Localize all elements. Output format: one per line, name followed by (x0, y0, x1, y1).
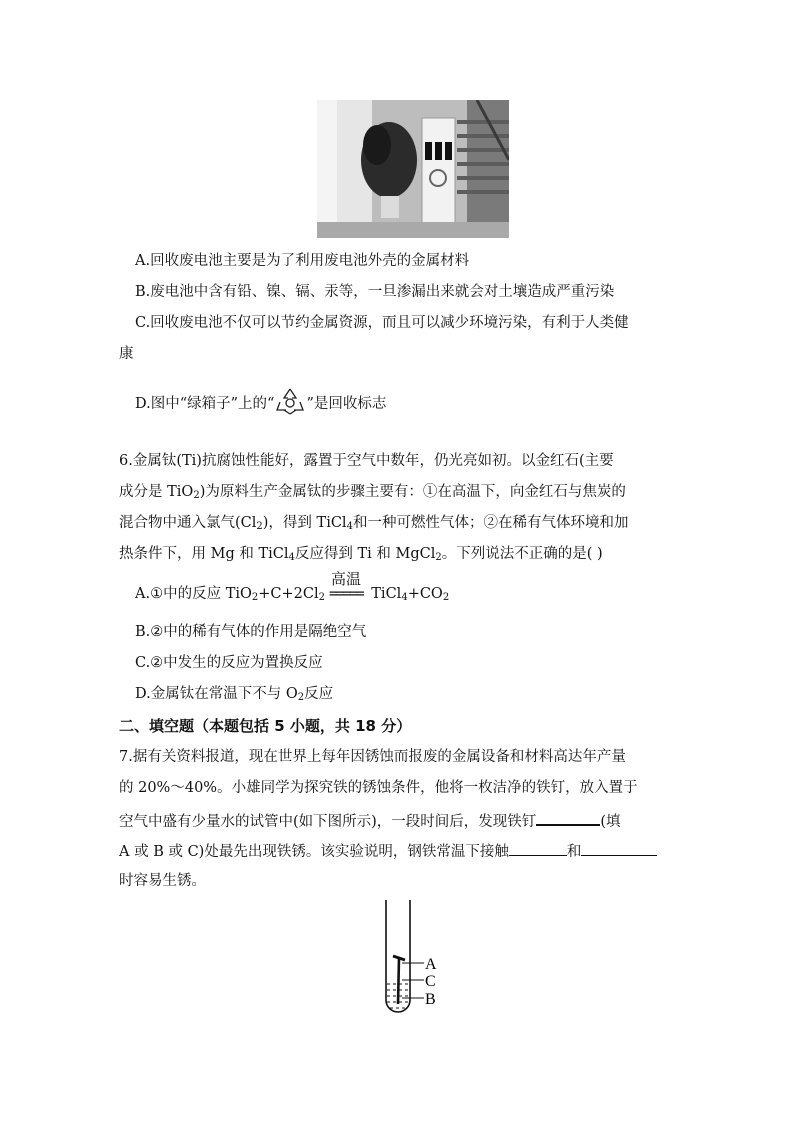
section-heading: 二、填空题（本题包括 5 小题，共 18 分） (119, 717, 412, 735)
q5-option-d (135, 386, 386, 416)
subscript: 2 (318, 592, 325, 603)
q6-stem-line1: 6.金属钛(Ti)抗腐蚀性能好，露置于空气中数年，仍光亮如初。以金红石(主要 (119, 453, 614, 469)
q6-text: )为原料生产金属钛的步骤主要有：①在高温下，向金红石与焦炭的 (199, 484, 626, 500)
q6-stem-line3 (119, 513, 628, 533)
q5-option-a: A.回收废电池主要是为了利用废电池外壳的金属材料 (135, 253, 470, 269)
label-c: C (425, 973, 436, 990)
q7-stem-line5: 时容易生锈。 (119, 873, 206, 889)
q6-text: 反应得到 Ti 和 MgCl (294, 546, 436, 562)
q6-option-d (135, 684, 333, 704)
subscript: 4 (288, 552, 295, 563)
q5-option-d-post: ”是回收标志 (306, 396, 387, 412)
q6-text: TiCl (366, 586, 402, 602)
q6-text: 反应 (304, 686, 334, 702)
q6-text: 和一种可燃性气体；②在稀有气体环境和加 (352, 515, 629, 531)
q6-stem-line4 (119, 544, 603, 564)
answer-blank-2[interactable] (509, 840, 567, 856)
q5-option-b: B.废电池中含有铅、镍、镉、汞等，一旦渗漏出来就会对土壤造成严重污染 (135, 284, 615, 300)
q6-option-a (135, 570, 450, 604)
q7-stem-line1: 7.据有关资料报道，现在世界上每年因锈蚀而报废的金属设备和材料高达年产量 (119, 749, 626, 765)
q7-text: 和 (566, 844, 582, 860)
test-tube-diagram (376, 898, 446, 1020)
subscript: 4 (346, 521, 353, 532)
q6-text: +C+2Cl (258, 586, 319, 602)
equals-sign: ===== (329, 586, 363, 602)
subscript: 2 (193, 490, 200, 501)
q7-text: 空气中盛有少量水的试管中(如下图所示)，一段时间后，发现铁钉 (119, 814, 537, 830)
q6-option-b: B.②中的稀有气体的作用是隔绝空气 (135, 624, 367, 640)
subscript: 2 (297, 692, 305, 703)
answer-blank-1[interactable] (536, 809, 600, 826)
q7-text: (填 (600, 814, 621, 830)
reaction-condition (329, 570, 363, 604)
q7-stem-line2: 的 20%～40%。小雄同学为探究铁的锈蚀条件，他将一枚洁净的铁钉，放入置于 (119, 780, 638, 796)
subscript: 2 (251, 592, 259, 603)
q6-text: 热条件下，用 Mg 和 TiCl (119, 546, 289, 562)
subscript: 2 (256, 521, 263, 532)
q7-stem-line4 (119, 840, 657, 862)
subscript: 4 (401, 592, 408, 603)
q6-text: 混合物中通入氯气(Cl (119, 515, 257, 531)
q6-stem-line2 (119, 482, 626, 502)
recycle-icon (274, 386, 306, 416)
q6-text: 成分是 TiO (119, 484, 194, 500)
q6-text: 。下列说法不正确的是( ) (441, 546, 603, 562)
condition-label: 高温 (331, 570, 362, 588)
recycling-bin-photo (317, 100, 509, 238)
q5-option-d-pre: D.图中“绿箱子”上的“ (135, 396, 275, 412)
label-a: A (425, 956, 437, 973)
subscript: 2 (442, 592, 450, 603)
q6-option-c: C.②中发生的反应为置换反应 (135, 655, 323, 671)
q6-text: )，得到 TiCl (262, 515, 347, 531)
q7-text: A 或 B 或 C)处最先出现铁锈。该实验说明，钢铁常温下接触 (119, 844, 509, 860)
q5-option-c-line2: 康 (119, 346, 134, 362)
subscript: 2 (435, 552, 442, 563)
q7-stem-line3 (119, 809, 620, 832)
q5-option-c-line1: C.回收废电池不仅可以节约金属资源，而且可以减少环境污染，有利于人类健 (135, 315, 629, 331)
q6-text: D.金属钛在常温下不与 O (135, 686, 298, 702)
q6-text: A.①中的反应 TiO (135, 586, 252, 602)
answer-blank-3[interactable] (581, 840, 657, 856)
q6-text: +CO (407, 586, 443, 602)
label-b: B (425, 991, 436, 1008)
